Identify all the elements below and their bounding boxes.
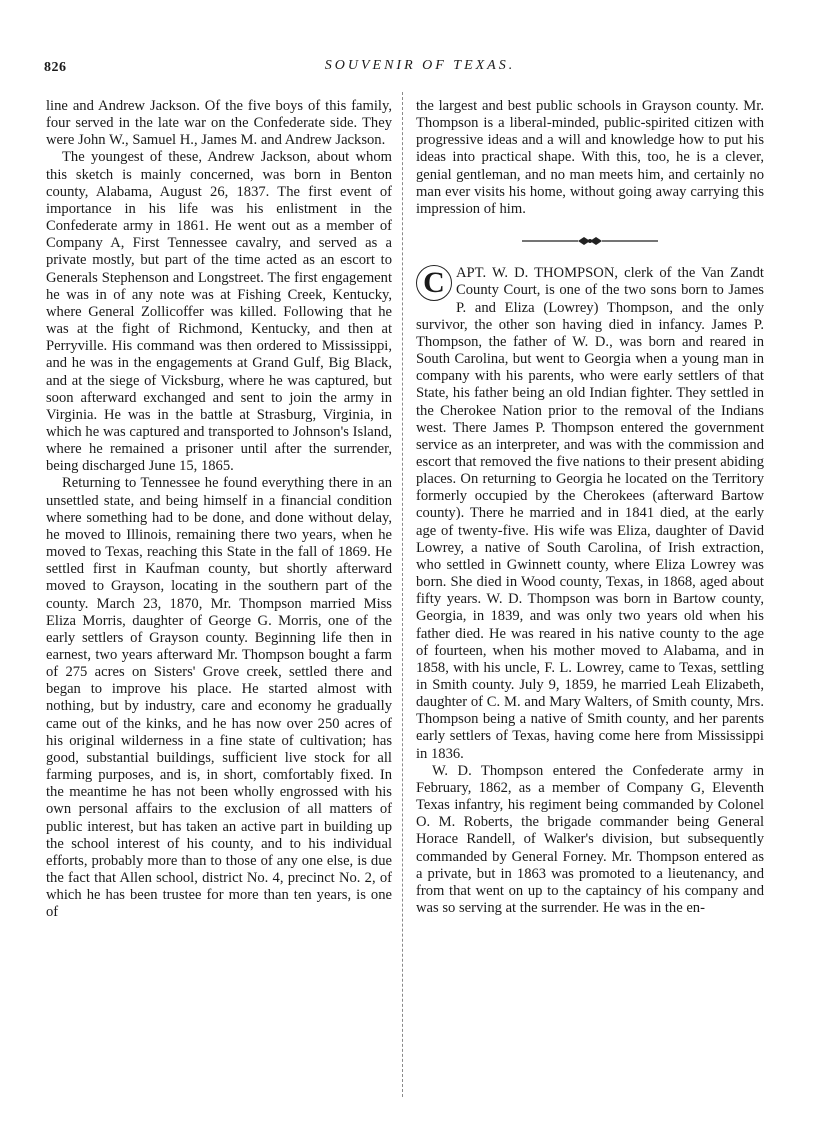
paragraph: W. D. Thompson entered the Confederate army in February, 1862, as a member of Company G, Eleventh Texas infantry, his regiment being commanded by Colonel O. M. Roberts, the brigade commander being General Horace Randell, of Walker's division, but subsequently commanded by General Forney. Mr. Thompson entered as a private, but in 1863 was promoted to a lieutenancy, and from that went on up to the captaincy of his company and was so serving at the surrender. He was in the en-: [416, 762, 764, 917]
paragraph-continued: line and Andrew Jackson. Of the five boys of this family, four served in the late war on the Confederate side. They were John W., Samuel H., James M. and Andrew Jackson.: [46, 98, 392, 149]
left-column: [46, 98, 392, 922]
paragraph: Returning to Tennessee he found everything there in an unsettled state, and being himself in a financial condition where something had to be done, and done without delay, he moved to Illinois, remaining there two years, when he moved to Texas, reaching this State in the fall of 1869. He settled first in Kaufman county, but shortly afterward moved to Grayson, locating in the southern part of the county. March 23, 1870, Mr. Thompson married Miss Eliza Morris, daughter of George G. Morris, one of the early settlers of Grayson county. Beginning life then in earnest, two years afterward Mr. Thompson bought a farm of 275 acres on Sisters' Grove creek, settled there and began to improve his place. He started almost with nothing, but by industry, care and economy he gradually came out of the kinks, and he has now over 250 acres of his original wilderness in a fine state of cultivation; has good, substantial buildings, sufficient live stock for all farming purposes, and is, in short, comfortably fixed. In the meantime he has not been wholly engrossed with his own personal affairs to the exclusion of all matters of public interest, but has taken an active part in building up the school interest of his county, and to his individual efforts, probably more than to those of any one else, is due the fact that Allen school, district No. 4, precinct No. 2, of which he has been trustee for more than ten years, is one of: [46, 475, 392, 921]
biography-opening-text: APT. W. D. THOMPSON, clerk of the Van Zandt County Court, is one of the two sons born to James P. and Eliza (Lowrey) Thompson, and the only survivor, the other son having died in infancy. James P. Thompson, the father of W. D., was born and reared in South Carolina, but went to Georgia when a young man in company with his parents, who were early settlers of that State, his father being an old Indian fighter. They settled in the Cherokee Nation prior to the removal of the Indians west. There James P. Thompson entered the government service as an interpreter, and was with the commission and escort that removed the five nations to their present abiding places. On returning to Georgia he located on the Territory formerly occupied by the Cherokees (afterward Bartow county). There he married and in 1841 died, at the early age of twenty-five. His wife was Eliza, daughter of David Lowrey, a native of South Carolina, of Irish extraction, who settled in Gwinnett county, where Eliza Lowrey was born. She died in Wood county, Texas, in 1868, aged about fifty years. W. D. Thompson was born in Bartow county, Georgia, in 1839, and was only two years old when his father died. He was reared in his native county to the age of fourteen, when his mother moved to Alabama, and in 1858, with his uncle, F. L. Lowrey, came to Texas, settling in Smith county. July 9, 1859, he married Leah Elizabeth, daughter of C. M. and Mary Walters, of Smith county, Mrs. Thompson being a native of Smith county, and her parents early settlers of Texas, having come here from Mississippi in 1836.: [416, 265, 764, 762]
section-ornament: [416, 232, 764, 249]
running-title: SOUVENIR OF TEXAS.: [324, 58, 516, 73]
paragraph: The youngest of these, Andrew Jackson, about whom this sketch is mainly concerned, was born in Benton county, Alabama, August 26, 1837. The first event of importance in his life was his enlistment in the Confederate army in 1861. He went out as a member of Company A, First Tennessee cavalry, and served as a private mostly, but part of the time acted as an escort to Generals Stephenson and Longstreet. The first engagement he was in of any note was at Fishing Creek, Kentucky, where General Zollicoffer was killed. Following that he was at the fight of Richmond, Kentucky, and then at Perryville. His command was then ordered to Mississippi, and he was in the engagements at Grand Gulf, Big Black, and at the siege of Vicksburg, where he was captured, but soon afterward exchanged and sent to join the army in Virginia. He was in the battle at Strasburg, Virginia, in which he was captured and transported to Johnson's Island, where he remained a prisoner until after the surrender, being discharged June 15, 1865.: [46, 149, 392, 475]
ornament-flourish-icon: [520, 235, 660, 247]
right-column: [416, 98, 764, 917]
biography-opening: [416, 265, 764, 763]
drop-initial: C: [416, 265, 452, 301]
page-header: [44, 58, 796, 80]
page-number: 826: [44, 60, 67, 75]
paragraph-continued: the largest and best public schools in Grayson county. Mr. Thompson is a liberal-minded, public-spirited citizen with progressive ideas and a will and knowledge how to put his ideas into practical shape. With this, too, he is a clever, genial gentleman, and no man meets him, and certainly no man ever visits his home, without going away carrying this impression of him.: [416, 98, 764, 217]
column-divider: [402, 92, 403, 1097]
